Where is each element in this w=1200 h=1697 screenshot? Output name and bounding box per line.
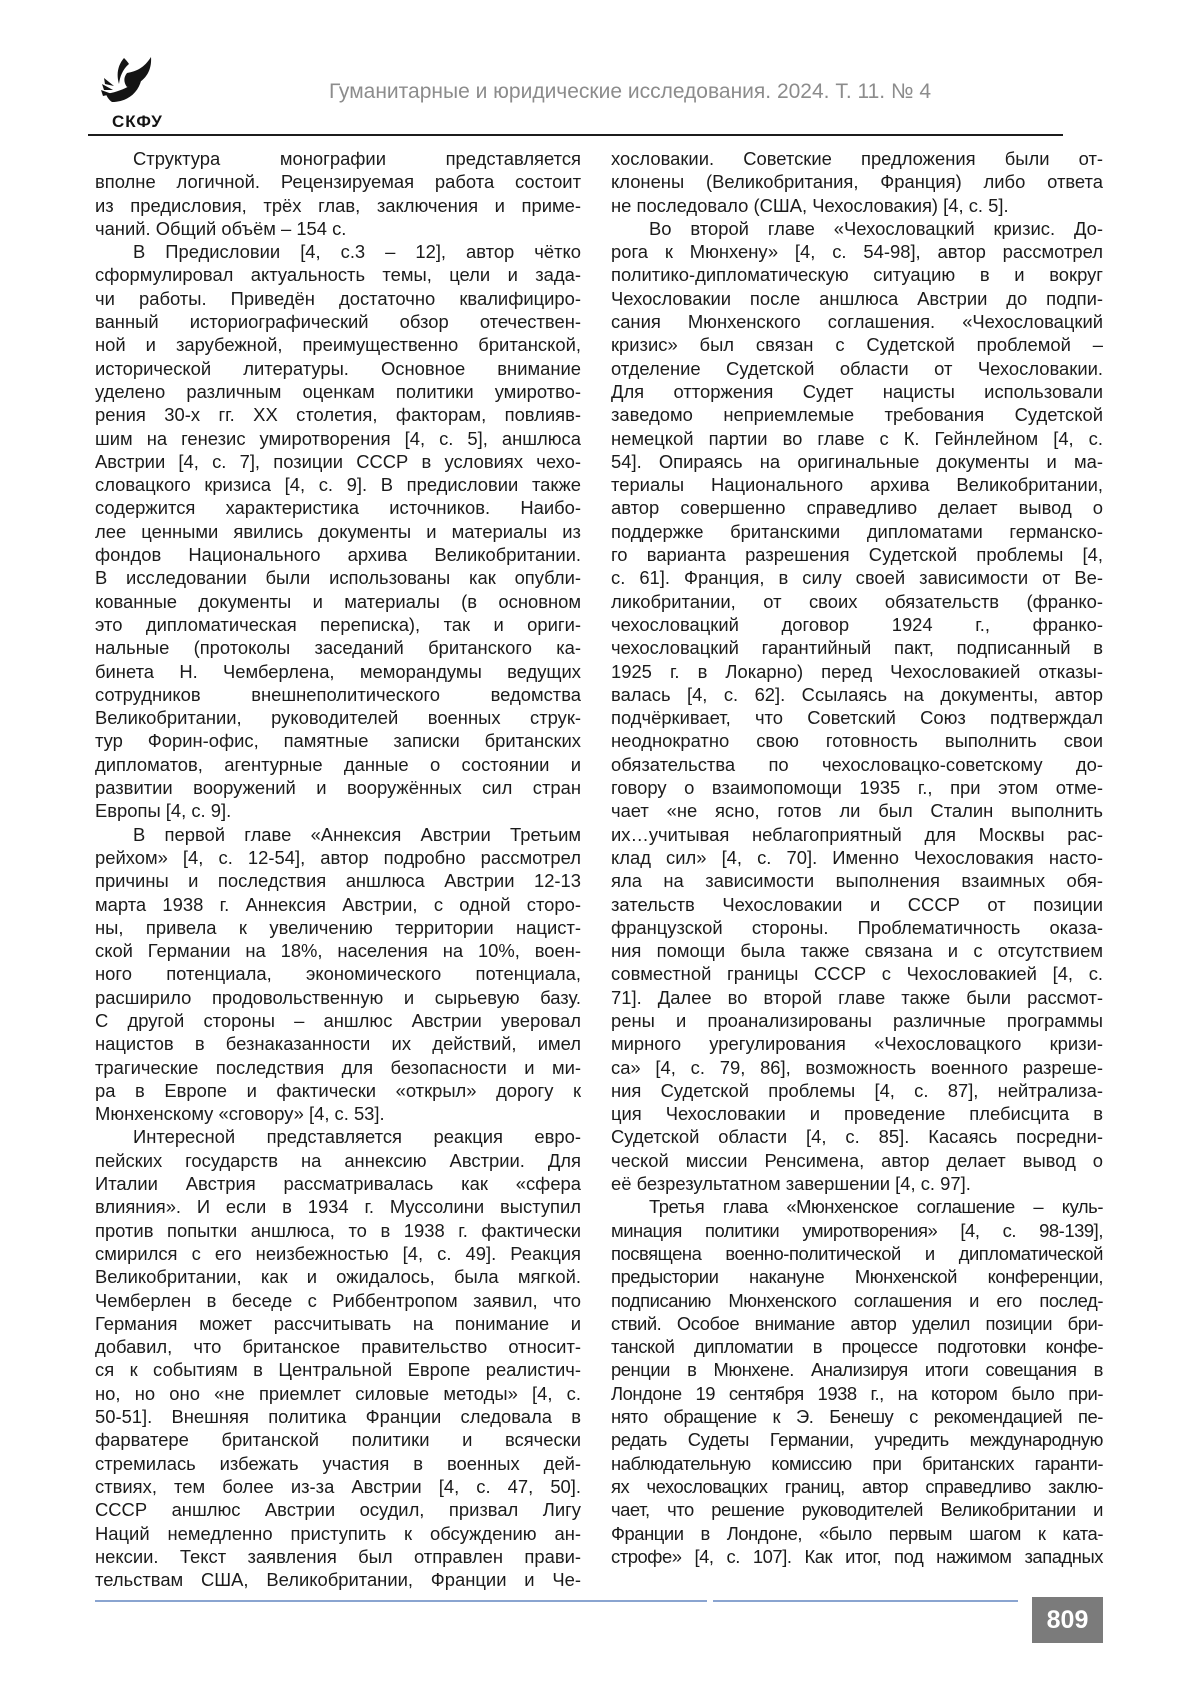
text-line: тур Форин-офис, памятные записки британских <box>95 730 581 752</box>
paragraph <box>95 240 581 822</box>
left-column <box>95 147 581 1591</box>
text-line: Великобритании, как и ожидалось, была мягкой. <box>95 1266 581 1288</box>
text-line: Чемберлен в беседе с Риббентропом заявил, что <box>95 1289 581 1311</box>
text-line: нацистов в безнаказанности их действий, имел <box>95 1033 581 1055</box>
text-line: шим на генезис умиротворения [4, с. 5], аншлюса <box>95 427 581 449</box>
text-line: их…учитывая неблагоприятный для Москвы рас- <box>611 823 1103 845</box>
text-line: расширило продовольственную и сырьевую базу. <box>95 986 581 1008</box>
text-line: чаний. Общий объём – 154 с. <box>95 217 347 239</box>
text-line: говору о взаимопомощи 1935 г., при этом отме- <box>611 777 1103 799</box>
text-line: ствиях, тем более из-за Австрии [4, с. 47, 50]. <box>95 1475 581 1497</box>
paragraph <box>95 1125 581 1591</box>
text-line: строфе» [4, с. 107]. Как итог, под нажимом западных <box>611 1545 1103 1567</box>
text-line: нальные (протоколы заседаний британского ка- <box>95 637 581 659</box>
text-line: валась [4, с. 62]. Ссылаясь на документы, автор <box>611 683 1103 705</box>
text-line: ликобритании, от своих обязательств (франко- <box>611 590 1103 612</box>
text-line: французской стороны. Проблематичность оказа- <box>611 916 1103 938</box>
text-line: териалы Национального архива Великобритании, <box>611 474 1103 496</box>
text-line: чает «не ясно, готов ли был Сталин выполнить <box>611 800 1103 822</box>
text-line: са» [4, с. 79, 86], возможность военного разреше- <box>611 1056 1103 1078</box>
text-line: чи работы. Приведён достаточно квалифициро- <box>95 287 581 309</box>
text-line: го варианта разрешения Судетской проблемы [4, <box>611 544 1103 566</box>
text-line: Третья глава «Мюнхенское соглашение – куль- <box>649 1196 1103 1218</box>
text-line: Франции в Лондоне, «было первым шагом к ката- <box>611 1522 1103 1544</box>
text-line: политико-дипломатическую ситуацию в и вокруг <box>611 264 1103 286</box>
text-line: редать Судеты Германии, учредить международную <box>611 1429 1103 1451</box>
text-line: яла на зависимости выполнения взаимных обя- <box>611 870 1103 892</box>
text-line: Австрии [4, с. 7], позиции СССР в условиях чехо- <box>95 450 581 472</box>
text-line: марта 1938 г. Аннексия Австрии, с одной сторо- <box>95 893 581 915</box>
text-line: трагические последствия для безопасности и ми- <box>95 1056 581 1078</box>
text-line: рога к Мюнхену» [4, с. 54-98], автор рассмотрел <box>611 241 1103 263</box>
text-line: наблюдательную комиссию при британских гаранти- <box>611 1452 1103 1474</box>
text-line: клонены (Великобритания, Франция) либо ответа <box>611 171 1103 193</box>
text-line: С другой стороны – аншлюс Австрии уверовал <box>95 1009 581 1031</box>
text-line: ной и зарубежной, преимущественно британской, <box>95 334 581 356</box>
text-line: ской Германии на 18%, населения на 10%, воен- <box>95 940 581 962</box>
page-number-badge: 809 <box>1032 1597 1103 1643</box>
text-line: фондов Национального архива Великобритании. <box>95 544 581 566</box>
text-line: содержится характеристика источников. Наибо- <box>95 497 581 519</box>
text-line: Италии Австрия рассматривалась как «сфера <box>95 1173 581 1195</box>
text-line: причины и последствия аншлюса Австрии 12-13 <box>95 870 581 892</box>
text-line: Во второй главе «Чехословацкий кризис. До- <box>649 217 1103 239</box>
text-line: рейхом» [4, с. 12-54], автор подробно рассмотрел <box>95 846 581 868</box>
text-line: поддержке британскими дипломатами германско- <box>611 520 1103 542</box>
text-line: танской дипломатии в процессе подготовки конфе- <box>611 1336 1103 1358</box>
text-line: сотрудников внешнеполитического ведомства <box>95 683 581 705</box>
text-line: Германия может рассчитывать на понимание и <box>95 1312 581 1334</box>
text-line: сания Мюнхенского соглашения. «Чехословацкий <box>611 311 1103 333</box>
text-line: нято обращение к Э. Бенешу с рекомендацией пе- <box>611 1406 1103 1428</box>
text-line: против попытки аншлюса, то в 1938 г. фактически <box>95 1219 581 1241</box>
text-line: минация политики умиротворения» [4, с. 98-139], <box>611 1219 1103 1241</box>
text-line: Структура монографии представляется <box>133 148 581 169</box>
text-line: хословакии. Советские предложения были от- <box>611 148 1103 169</box>
paragraph <box>95 823 581 1126</box>
text-line: автор совершенно справедливо делает вывод о <box>611 497 1103 519</box>
text-line: нексии. Текст заявления был отправлен прави- <box>95 1545 581 1567</box>
text-line: ния Судетской проблемы [4, с. 87], нейтрализа- <box>611 1079 1103 1101</box>
text-line: смирился с его неизбежностью [4, с. 49]. Реакция <box>95 1242 581 1264</box>
text-line: влияния». И если в 1934 г. Муссолини выступил <box>95 1196 581 1218</box>
text-line: Лондоне 19 сентября 1938 г., на котором было при- <box>611 1382 1103 1404</box>
paragraph <box>611 217 1103 1195</box>
text-line: рены и проанализированы различные программы <box>611 1009 1103 1031</box>
text-line: 71]. Далее во второй главе также были рассмот- <box>611 986 1103 1008</box>
footer-rule-left <box>95 1600 707 1602</box>
footer-rule-right <box>713 1600 1018 1602</box>
text-line: дипломатов, агентурные данные о состоянии и <box>95 753 581 775</box>
text-line: ного потенциала, экономического потенциала, <box>95 963 581 985</box>
text-line: 50-51]. Внешняя политика Франции следовала в <box>95 1406 581 1428</box>
text-line: лее ценными явились документы и материалы из <box>95 520 581 542</box>
text-line: добавил, что британское правительство относит- <box>95 1336 581 1358</box>
header-rule <box>88 134 1063 136</box>
text-line: ра в Европе и фактически «открыл» дорогу к <box>95 1079 581 1101</box>
text-line: чает, что решение руководителей Великобритании и <box>611 1499 1103 1521</box>
paragraph <box>611 147 1103 217</box>
text-line: Наций немедленно приступить к обсуждению ан- <box>95 1522 581 1544</box>
text-line: её безрезультатном завершении [4, с. 97]. <box>611 1173 971 1195</box>
text-line: ванный историографический обзор отечествен- <box>95 311 581 333</box>
text-line: Чехословакии после аншлюса Австрии до подпи- <box>611 287 1103 309</box>
text-line: обязательства по чехословацко-советскому до- <box>611 753 1103 775</box>
text-line: но, но оно «не приемлет силовые методы» [4, с. <box>95 1382 581 1404</box>
journal-title: Гуманитарные и юридические исследования. 2024. Т. 11. № 4 <box>328 80 932 103</box>
text-line: клад сил» [4, с. 70]. Именно Чехословакия насто- <box>611 846 1103 868</box>
text-line: вполне логичной. Рецензируемая работа состоит <box>95 171 581 193</box>
text-line: словацкого кризиса [4, с. 9]. В предисловии также <box>95 474 581 496</box>
text-line: ях чехословацких границ, автор справедливо заклю- <box>611 1475 1103 1497</box>
text-line: совместной границы СССР с Чехословакией [4, с. <box>611 963 1103 985</box>
text-line: Европы [4, с. 9]. <box>95 800 232 822</box>
text-line: мирного урегулирования «Чехословацкого кризи- <box>611 1033 1103 1055</box>
text-line: 1925 г. в Локарно) перед Чехословакией отказы- <box>611 660 1103 682</box>
text-line: отделение Судетской области от Чехословакии. <box>611 357 1103 379</box>
text-line: В первой главе «Аннексия Австрии Третьим <box>133 823 581 845</box>
text-line: с. 61]. Франция, в силу своей зависимости от Ве- <box>611 567 1103 589</box>
text-line: исторической литературы. Основное внимание <box>95 357 581 379</box>
text-line: не последовало (США, Чехословакия) [4, с. 5]. <box>611 194 1009 216</box>
text-line: это дипломатическая переписка), так и ориги- <box>95 613 581 635</box>
text-line: немецкой партии во главе с К. Гейнлейном [4, с. <box>611 427 1103 449</box>
text-line: развитии вооружений и вооружённых сил стран <box>95 777 581 799</box>
text-line: ния помощи была также связана и с отсутствием <box>611 940 1103 962</box>
text-line: Судетской области [4, с. 85]. Касаясь посредни- <box>611 1126 1103 1148</box>
text-line: уделено различным оценкам политики умиротво- <box>95 380 581 402</box>
text-line: заведомо неприемлемые требования Судетской <box>611 404 1103 426</box>
text-line: В исследовании были использованы как опубли- <box>95 567 581 589</box>
text-line: ция Чехословакии и проведение плебисцита в <box>611 1103 1103 1125</box>
text-line: ческой миссии Ренсимена, автор делает вывод о <box>611 1149 1103 1171</box>
text-line: фарватере британской политики и всячески <box>95 1429 581 1451</box>
text-line: Интересной представляется реакция евро- <box>133 1126 581 1148</box>
text-line: сформулировал актуальность темы, цели и зада- <box>95 264 581 286</box>
text-line: кованные документы и материалы (в основном <box>95 590 581 612</box>
text-line: бинета Н. Чемберлена, меморандумы ведущих <box>95 660 581 682</box>
text-line: тельствам США, Великобритании, Франции и Че- <box>95 1569 581 1591</box>
text-line: В Предисловии [4, с.3 – 12], автор чётко <box>133 241 581 263</box>
text-line: СССР аншлюс Австрии осудил, призвал Лигу <box>95 1499 581 1521</box>
paragraph <box>611 1195 1103 1568</box>
text-line: ствий. Особое внимание автор уделил позиции бри- <box>611 1312 1103 1334</box>
text-line: стремилась избежать участия в военных дей- <box>95 1452 581 1474</box>
text-line: ны, привела к увеличению территории нацист- <box>95 916 581 938</box>
text-line: посвящена военно-политической и дипломатической <box>611 1242 1103 1264</box>
text-line: пейских государств на аннексию Австрии. Для <box>95 1149 581 1171</box>
text-line: Великобритании, руководителей военных струк- <box>95 707 581 729</box>
right-column <box>611 147 1103 1568</box>
text-line: 54]. Опираясь на оригинальные документы и ма- <box>611 450 1103 472</box>
text-line: Мюнхенскому «сговору» [4, с. 53]. <box>95 1103 385 1125</box>
text-line: из предисловия, трёх глав, заключения и приме- <box>95 194 581 216</box>
text-line: ся к событиям в Центральной Европе реалистич- <box>95 1359 581 1381</box>
text-line: рения 30-х гг. XX столетия, факторам, повлияв- <box>95 404 581 426</box>
text-line: кризис» был связан с Судетской проблемой – <box>611 334 1103 356</box>
logo-label: СКФУ <box>112 112 163 131</box>
text-line: подписанию Мюнхенского соглашения и его послед- <box>611 1289 1103 1311</box>
text-line: предыстории накануне Мюнхенской конференции, <box>611 1266 1103 1288</box>
text-line: подчёркивает, что Советский Союз подтверждал <box>611 707 1103 729</box>
paragraph <box>95 147 581 240</box>
text-line: зательств Чехословакии и СССР от позиции <box>611 893 1103 915</box>
text-line: чехословацкий договор 1924 г., франко- <box>611 613 1103 635</box>
text-line: неоднократно свою готовность выполнить свои <box>611 730 1103 752</box>
text-line: чехословацкий гарантийный пакт, подписанный в <box>611 637 1103 659</box>
text-line: Для отторжения Судет нацисты использовали <box>611 380 1103 402</box>
text-line: ренции в Мюнхене. Анализируя итоги совещания в <box>611 1359 1103 1381</box>
